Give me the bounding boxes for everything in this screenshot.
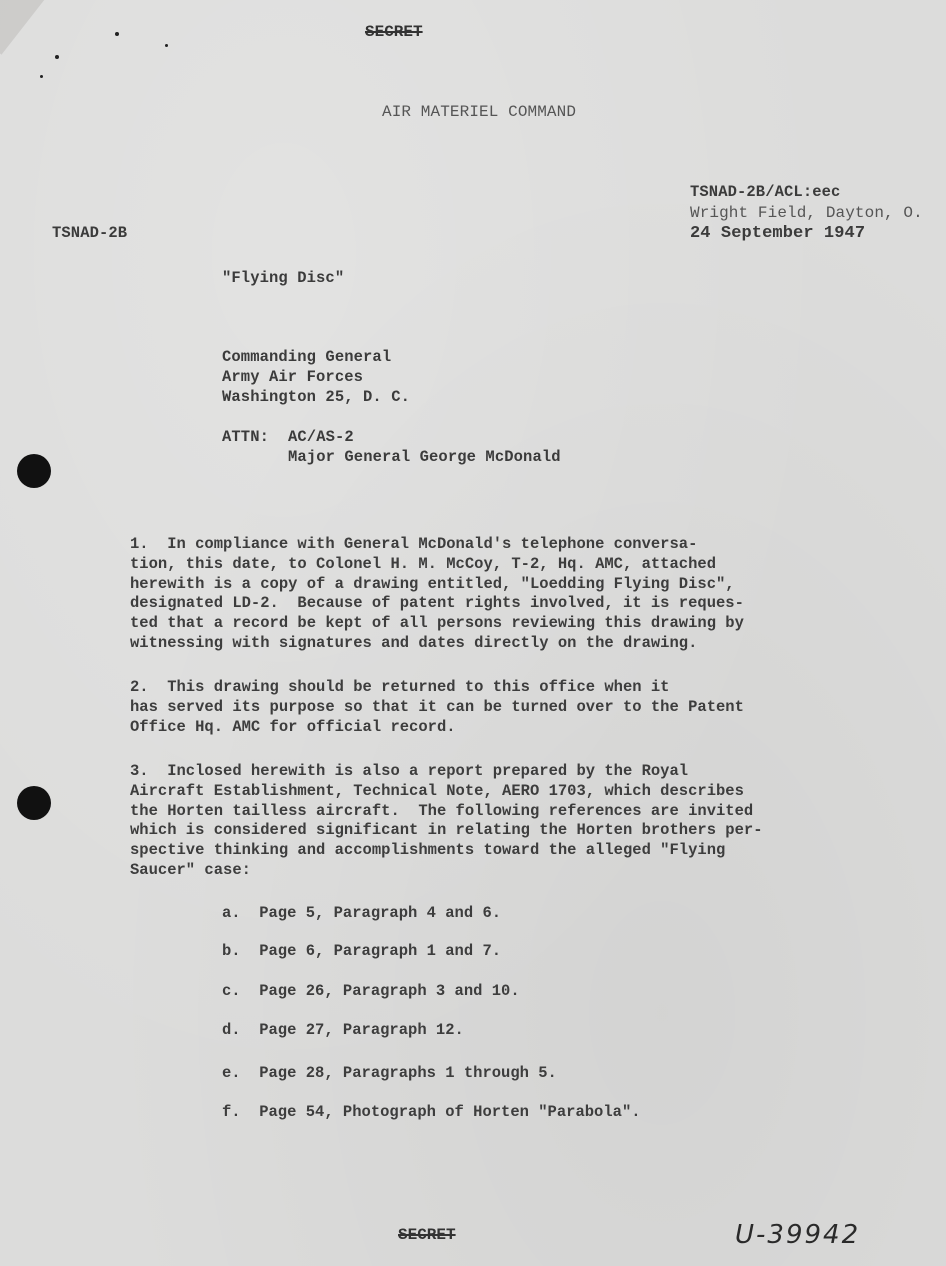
addressee-line-3: Washington 25, D. C. — [222, 388, 411, 406]
addressee-line-2: Army Air Forces — [222, 368, 364, 386]
paper-fold-shadow — [0, 0, 118, 55]
attention-label: ATTN: — [222, 428, 270, 446]
organization-heading: AIR MATERIEL COMMAND — [382, 103, 577, 121]
punch-hole-top — [17, 454, 51, 488]
reference-item: a. Page 5, Paragraph 4 and 6. — [222, 904, 502, 922]
letter-location: Wright Field, Dayton, O. — [690, 204, 923, 222]
ink-speck — [115, 32, 119, 36]
reference-item: d. Page 27, Paragraph 12. — [222, 1021, 464, 1039]
reference-item: e. Page 28, Paragraphs 1 through 5. — [222, 1064, 557, 1082]
office-symbol: TSNAD-2B — [52, 224, 128, 242]
classification-top: SECRET — [365, 23, 423, 41]
punch-hole-bottom — [17, 786, 51, 820]
attention-line-2: Major General George McDonald — [288, 448, 561, 466]
reference-code: TSNAD-2B/ACL:eec — [690, 183, 841, 201]
ink-speck — [40, 75, 43, 78]
reference-item: f. Page 54, Photograph of Horten "Parabola". — [222, 1103, 641, 1121]
paragraph-1: 1. In compliance with General McDonald's telephone conversa- tion, this date, to Colonel H. M. McCoy, T-2, Hq. AMC, attached herewith is a copy of a drawing entitled, "Loedding Flying Disc", designated LD-2. Because of patent rights involved, it is reques- ted that a record be kept of all persons reviewing this drawing by witnessing with signatures and dates directly on the drawing. — [130, 535, 744, 652]
paragraph-2: 2. This drawing should be returned to this office when it has served its purpose so that it can be turned over to the Patent Office Hq. AMC for official record. — [130, 678, 744, 736]
ink-speck — [165, 44, 168, 47]
subject-line: "Flying Disc" — [222, 269, 345, 287]
classification-bottom: SECRET — [398, 1226, 456, 1244]
letter-date: 24 September 1947 — [690, 224, 866, 243]
attention-line-1: AC/AS-2 — [288, 428, 354, 446]
addressee-line-1: Commanding General — [222, 348, 392, 366]
handwritten-document-number: U-39942 — [735, 1220, 861, 1250]
ink-speck — [55, 55, 59, 59]
paragraph-3: 3. Inclosed herewith is also a report prepared by the Royal Aircraft Establishment, Technical Note, AERO 1703, which describes the Horten tailless aircraft. The following references are invited which is considered significant in relating the Horten brothers per- spective thinking and accomplishments toward the alleged "Flying Saucer" case: — [130, 762, 763, 879]
reference-item: b. Page 6, Paragraph 1 and 7. — [222, 942, 502, 960]
reference-item: c. Page 26, Paragraph 3 and 10. — [222, 982, 520, 1000]
